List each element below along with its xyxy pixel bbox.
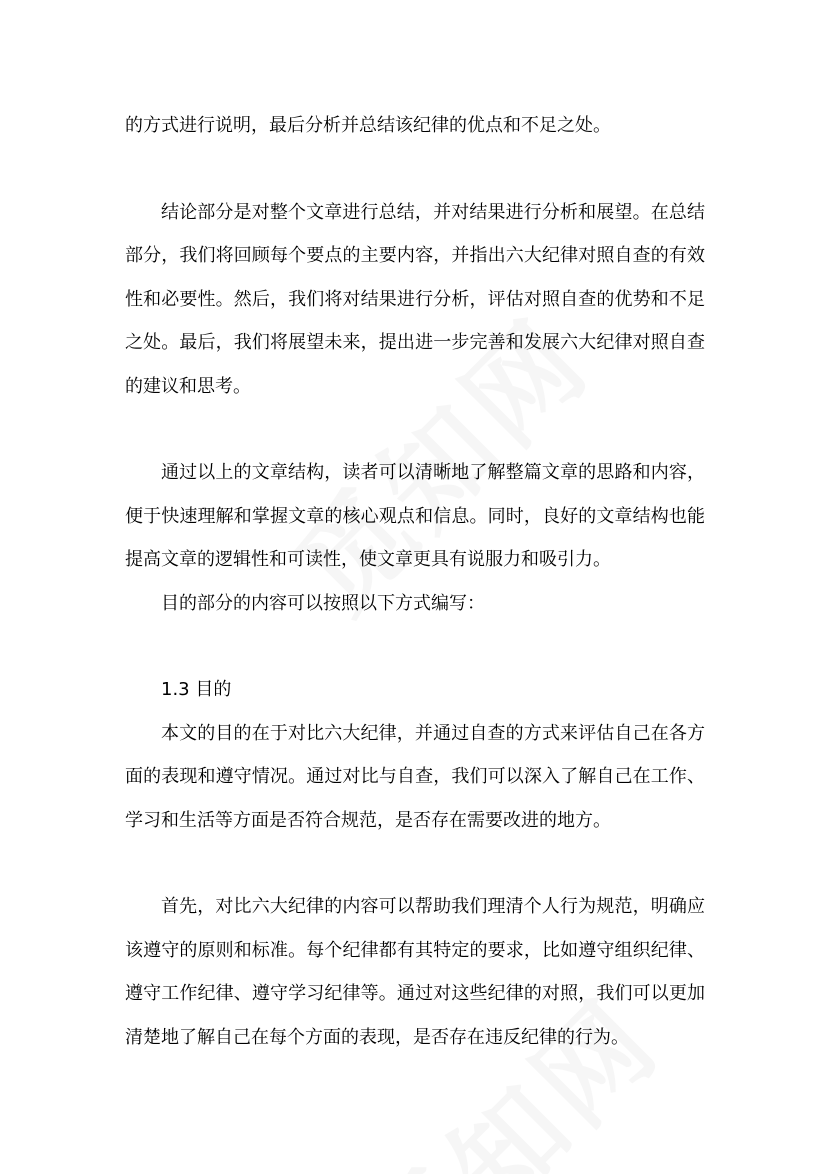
section-heading: 1.3 目的 [161,679,232,700]
paragraph-article-structure: 通过以上的文章结构，读者可以清晰地了解整篇文章的思路和内容，便于快速理解和掌握文章的核心观点和信息。同时，良好的文章结构也能提高文章的逻辑性和可读性，使文章更具有说服力和吸引力。 [125,462,705,570]
document-body [125,104,705,1059]
paragraph-purpose: 本文的目的在于对比六大纪律，并通过自查的方式来评估自己在各方面的表现和遵守情况。通过对比与自查，我们可以深入了解自己在工作、学习和生活等方面是否符合规范，是否存在需要改进的地方。 [125,722,705,831]
paragraph-conclusion-structure: 结论部分是对整个文章进行总结，并对结果进行分析和展望。在总结部分，我们将回顾每个要点的主要内容，并指出六大纪律对照自查的有效性和必要性。然后，我们将对结果进行分析，评估对照自查的优势和不足之处。最后，我们将展望未来，提出进一步完善和发展六大纪律对照自查的建议和思考。 [125,201,705,397]
paragraph-continuation: 的方式进行说明，最后分析并总结该纪律的优点和不足之处。 [125,115,611,136]
paragraph-purpose-intro: 目的部分的内容可以按照以下方式编写： [161,592,485,614]
paragraph-first-point: 首先，对比六大纪律的内容可以帮助我们理清个人行为规范，明确应该遵守的原则和标准。每个纪律都有其特定的要求，比如遵守组织纪律、遵守工作纪律、遵守学习纪律等。通过对这些纪律的对照，我们可以更加清楚地了解自己在每个方面的表现，是否存在违反纪律的行为。 [125,896,705,1048]
